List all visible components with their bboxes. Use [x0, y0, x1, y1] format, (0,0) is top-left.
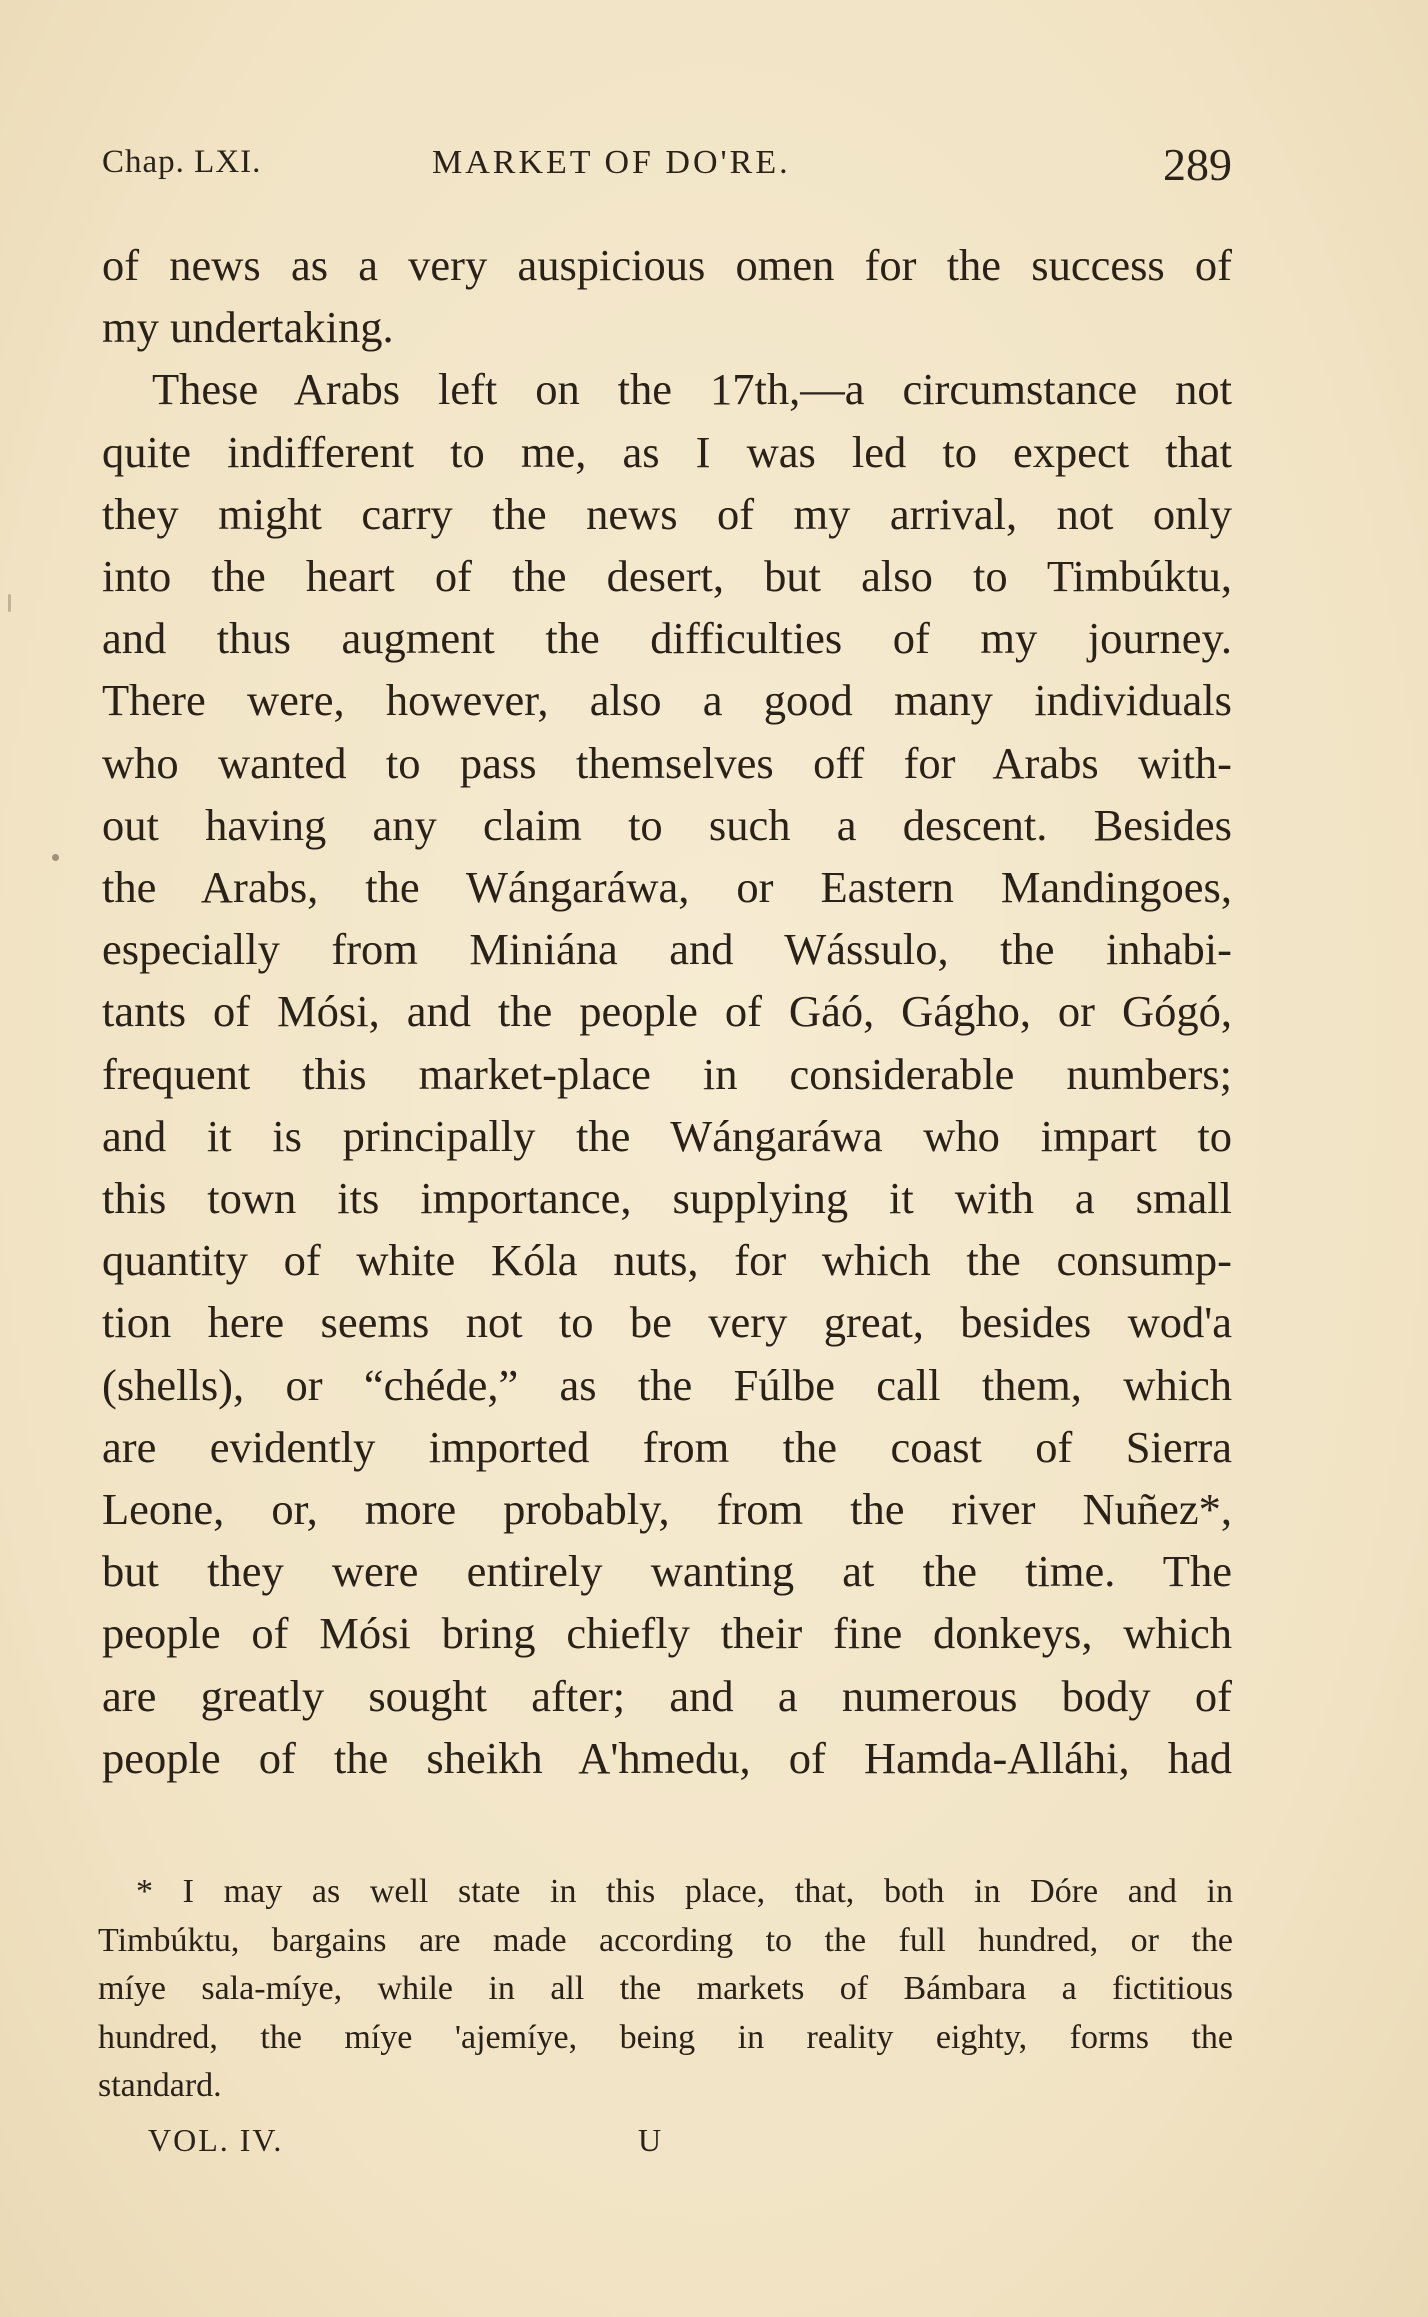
text-line: and thus augment the difficulties of my journey. — [102, 613, 1232, 664]
footnote-line: míye sala-míye, while in all the markets of Bámbara a fictitious — [98, 1970, 1233, 2007]
text-line: and it is principally the Wángaráwa who impart to — [102, 1110, 1232, 1161]
text-line: tion here seems not to be very great, besides wod'a — [102, 1297, 1232, 1348]
footnote-line: hundred, the míye 'ajemíye, being in reality eighty, forms the — [98, 2018, 1233, 2056]
paper-speck — [8, 594, 11, 612]
text-line: into the heart of the desert, but also to Timbúktu, — [102, 551, 1232, 602]
text-line: this town its importance, supplying it with a small — [102, 1173, 1232, 1224]
text-line: quantity of white Kóla nuts, for which the consump- — [102, 1235, 1232, 1286]
page-number: 289 — [1163, 139, 1232, 190]
main-text — [102, 234, 1232, 1789]
text-line: These Arabs left on the 17th,—a circumstance not — [152, 364, 1232, 415]
text-line: are greatly sought after; and a numerous body of — [102, 1670, 1232, 1721]
running-header — [102, 138, 1232, 198]
text-line: especially from Miniána and Wássulo, the inhabi- — [102, 924, 1232, 975]
footnote — [98, 1868, 1233, 2111]
text-line: of news as a very auspicious omen for the success of — [102, 240, 1232, 290]
text-line: Leone, or, more probably, from the river Nuñez*, — [102, 1484, 1232, 1535]
text-line: tants of Mósi, and the people of Gáó, Gágho, or Gógó, — [102, 986, 1232, 1037]
text-line: quite indifferent to me, as I was led to expect that — [102, 426, 1232, 477]
footnote-line: Timbúktu, bargains are made according to the full hundred, or the — [98, 1921, 1233, 1959]
text-line: my undertaking. — [102, 302, 394, 353]
footnote-line: standard. — [98, 2067, 222, 2104]
paper-speck — [52, 854, 59, 861]
volume-label: VOL. IV. — [148, 2122, 284, 2158]
text-line: they might carry the news of my arrival, not only — [102, 488, 1232, 539]
text-line: who wanted to pass themselves off for Arabs with- — [102, 737, 1232, 788]
text-line: (shells), or “chéde,” as the Fúlbe call them, which — [102, 1359, 1232, 1410]
text-line: There were, however, also a good many individuals — [102, 675, 1232, 726]
text-line: are evidently imported from the coast of Sierra — [102, 1421, 1232, 1472]
running-title: MARKET OF DO'RE. — [432, 144, 791, 181]
signature-line — [148, 2122, 748, 2172]
text-line: people of Mósi bring chiefly their fine donkeys, which — [102, 1608, 1232, 1659]
chapter-label: Chap. LXI. — [102, 144, 262, 180]
text-line: frequent this market-place in considerable numbers; — [102, 1048, 1232, 1099]
signature-mark: U — [638, 2122, 662, 2158]
text-line: but they were entirely wanting at the time. The — [102, 1546, 1232, 1597]
text-line: out having any claim to such a descent. Besides — [102, 799, 1232, 850]
footnote-line: * I may as well state in this place, that, both in Dóre and in — [136, 1873, 1233, 1910]
text-line: people of the sheikh A'hmedu, of Hamda-Alláhi, had — [102, 1732, 1232, 1783]
text-line: the Arabs, the Wángaráwa, or Eastern Mandingoes, — [102, 862, 1232, 913]
